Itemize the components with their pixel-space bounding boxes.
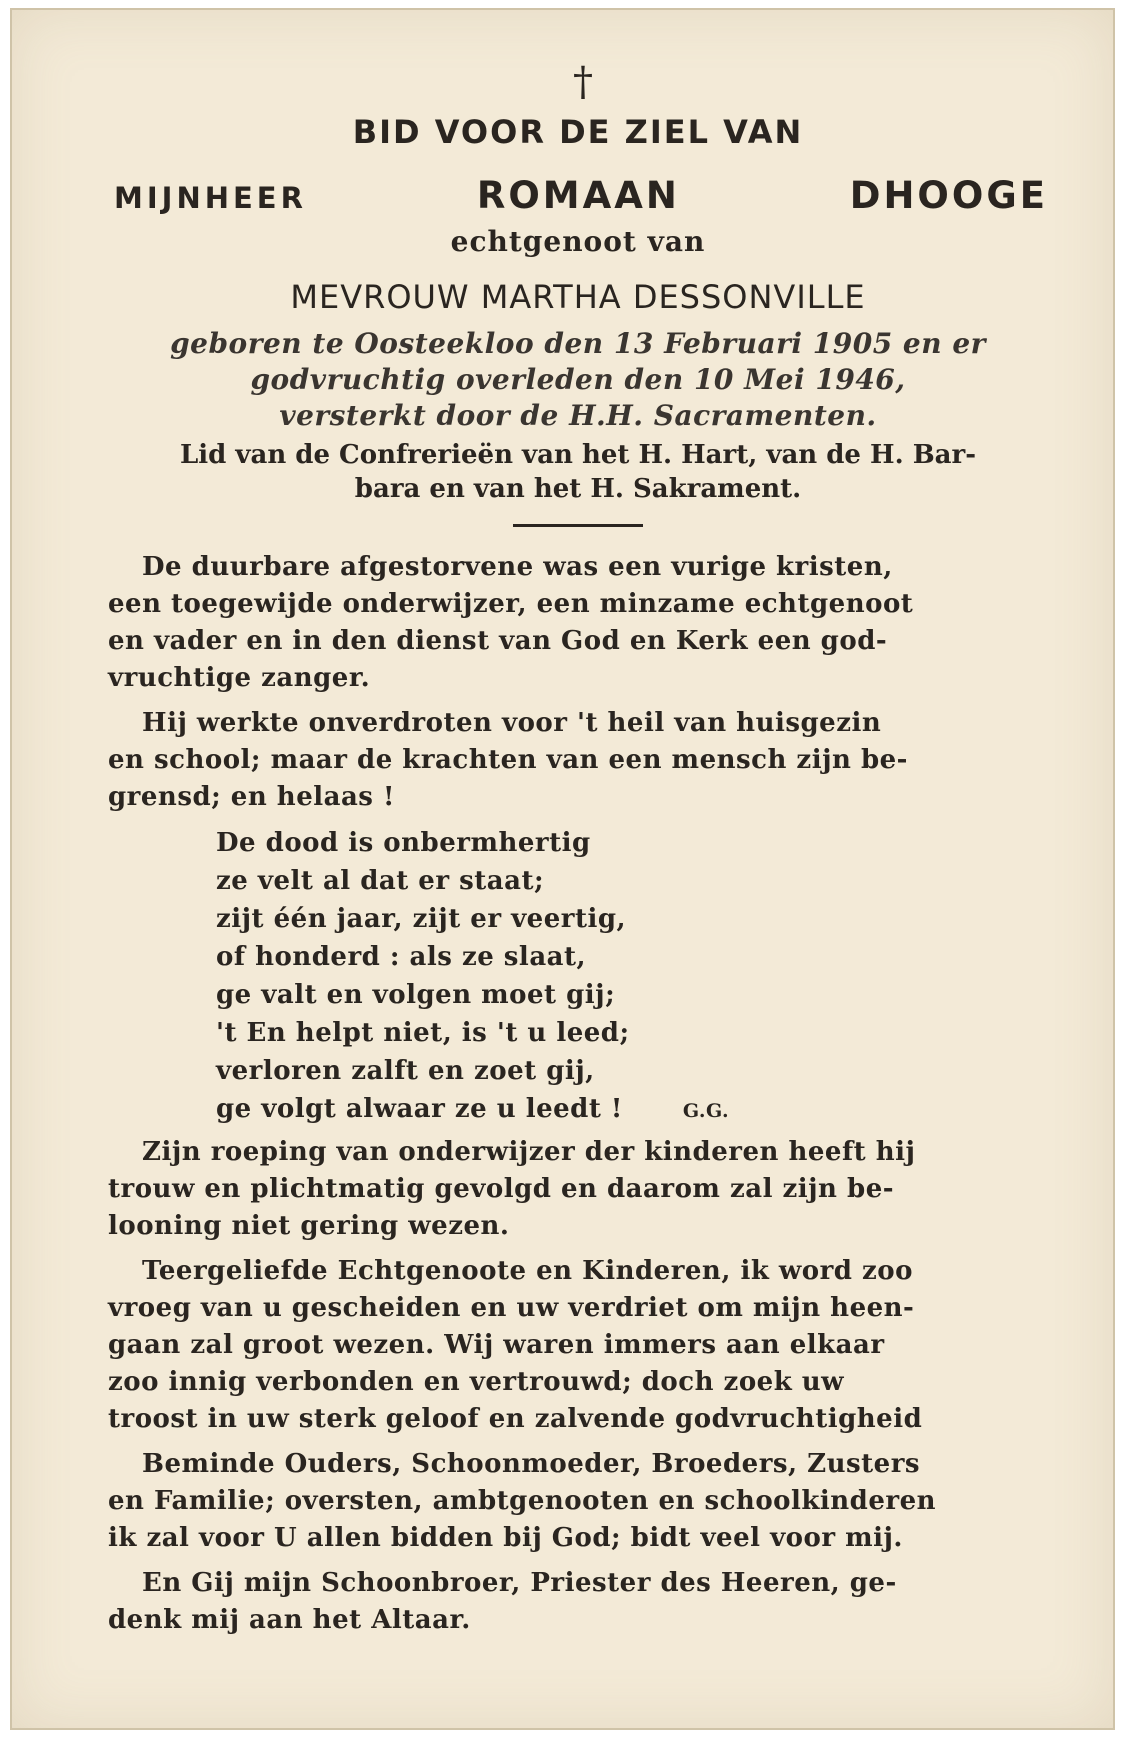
- text-line: en vader en in den dienst van God en Kerk een god-: [108, 626, 888, 656]
- text-line: en school; maar de krachten van een mensch zijn be-: [108, 745, 908, 775]
- text-line: vroeg van u gescheiden en uw verdriet om mijn heen-: [108, 1293, 915, 1323]
- paragraph-1: [108, 549, 1048, 697]
- card-content: [108, 59, 1048, 1647]
- paragraph-6: [108, 1565, 1048, 1639]
- text-line: en Familie; oversten, ambtgenooten en schoolkinderen: [108, 1486, 937, 1516]
- paragraph-5: [108, 1446, 1048, 1557]
- birth-death-line: versterkt door de H.H. Sacramenten.: [279, 399, 877, 432]
- text-line: En Gij mijn Schoonbroer, Priester des Heeren, ge-: [142, 1568, 897, 1598]
- birth-death-line: godvruchtig overleden den 10 Mei 1946,: [250, 363, 906, 396]
- name-last: DHOOGE: [849, 174, 1048, 217]
- spouse-name: MEVROUW MARTHA DESSONVILLE: [290, 278, 866, 316]
- text-line: De duurbare afgestorvene was een vurige kristen,: [142, 552, 893, 582]
- poem: [216, 824, 1048, 1130]
- name-title: MIJNHEER: [114, 181, 307, 215]
- poem-line: De dood is onbermhertig: [216, 828, 591, 858]
- text-line: ik zal voor U allen bidden bij God; bidt veel voor mij.: [108, 1523, 903, 1553]
- poem-line: ze velt al dat er staat;: [216, 866, 545, 896]
- poem-line: 't En helpt niet, is 't u leed;: [216, 1018, 630, 1048]
- membership-line: Lid van de Confrerieën van het H. Hart, van de H. Bar-: [179, 440, 977, 470]
- text-line: denk mij aan het Altaar.: [108, 1605, 471, 1635]
- text-line: vruchtige zanger.: [108, 663, 371, 693]
- heading: BID VOOR DE ZIEL VAN: [352, 113, 804, 151]
- birth-death-line: geboren te Oosteekloo den 13 Februari 1905 en er: [170, 327, 986, 360]
- memorial-card: [10, 8, 1115, 1730]
- text-line: Beminde Ouders, Schoonmoeder, Broeders, Zusters: [142, 1449, 921, 1479]
- poem-line-text: ge volgt alwaar ze u leedt !: [216, 1094, 623, 1124]
- text-line: Teergeliefde Echtgenoote en Kinderen, ik word zoo: [142, 1256, 913, 1286]
- poem-line: zijt één jaar, zijt er veertig,: [216, 904, 627, 934]
- membership-info: [108, 438, 1048, 506]
- text-line: looning niet gering wezen.: [108, 1211, 510, 1241]
- text-line: gaan zal groot wezen. Wij waren immers aan elkaar: [108, 1330, 885, 1360]
- text-line: zoo innig verbonden en vertrouwd; doch zoek uw: [108, 1367, 845, 1397]
- deceased-name: [108, 174, 1048, 217]
- paragraph-3: [108, 1134, 1048, 1245]
- paragraph-4: [108, 1253, 1048, 1438]
- poem-line: [216, 1090, 1048, 1130]
- name-first: ROMAAN: [476, 174, 680, 217]
- birth-death-info: [108, 326, 1048, 434]
- poem-signature: G.G.: [682, 1100, 730, 1122]
- text-line: Hij werkte onverdroten voor 't heil van huisgezin: [142, 708, 882, 738]
- membership-line: bara en van het H. Sakrament.: [354, 474, 802, 504]
- paragraph-2: [108, 705, 1048, 816]
- text-line: grensd; en helaas !: [108, 782, 395, 812]
- text-line: troost in uw sterk geloof en zalvende godvruchtigheid: [108, 1404, 923, 1434]
- cross-icon: †: [573, 59, 593, 105]
- text-line: een toegewijde onderwijzer, een minzame echtgenoot: [108, 589, 914, 619]
- spouse-of-label: echtgenoot van: [450, 225, 706, 258]
- divider: [513, 524, 643, 527]
- poem-line: verloren zalft en zoet gij,: [216, 1056, 595, 1086]
- text-line: Zijn roeping van onderwijzer der kinderen heeft hij: [142, 1137, 916, 1167]
- poem-line: of honderd : als ze slaat,: [216, 942, 587, 972]
- text-line: trouw en plichtmatig gevolgd en daarom zal zijn be-: [108, 1174, 895, 1204]
- poem-line: ge valt en volgen moet gij;: [216, 980, 616, 1010]
